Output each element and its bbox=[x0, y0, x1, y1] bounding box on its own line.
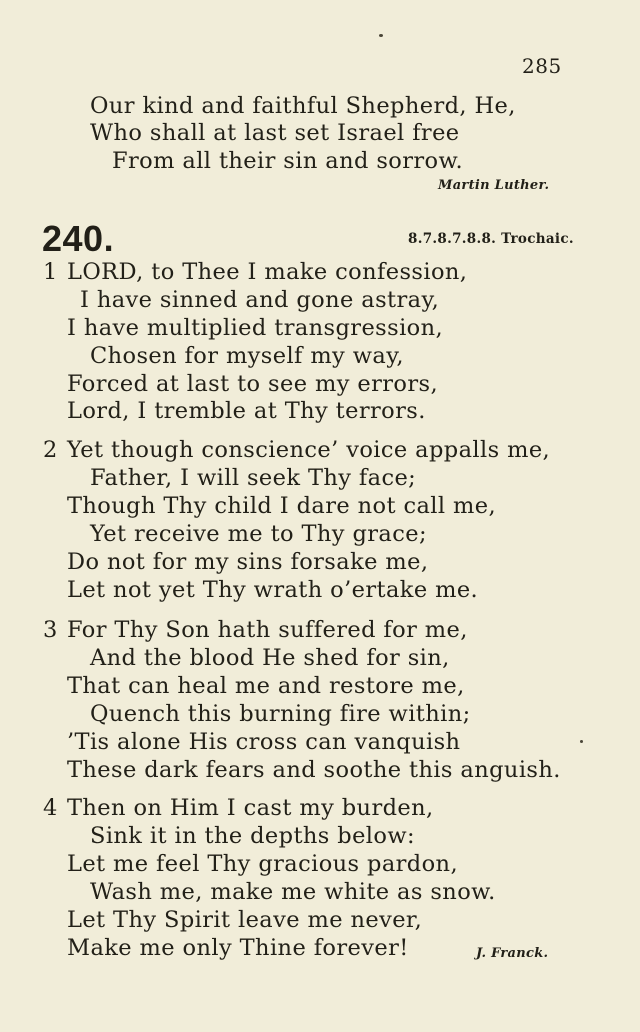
stanza-line: Chosen for myself my way, bbox=[90, 343, 404, 369]
page-number: 285 bbox=[522, 54, 562, 78]
stanza-line: Do not for my sins forsake me, bbox=[67, 549, 429, 575]
stanza-line: Yet receive me to Thy grace; bbox=[90, 521, 427, 547]
stanza-line: Wash me, make me white as snow. bbox=[90, 879, 496, 905]
print-speck bbox=[580, 740, 583, 743]
stanza-line: Though Thy child I dare not call me, bbox=[67, 493, 497, 519]
stanza-line: For Thy Son hath suffered for me, bbox=[67, 617, 468, 643]
stanza-line: These dark fears and soothe this anguish. bbox=[67, 757, 561, 783]
stanza-number: 4 bbox=[43, 795, 58, 821]
stanza-line: Yet though conscience’ voice appalls me, bbox=[67, 437, 551, 463]
stanza-line: ’Tis alone His cross can vanquish bbox=[67, 729, 461, 755]
stanza-line: Sink it in the depths below: bbox=[90, 823, 415, 849]
prev-hymn-line: From all their sin and sorrow. bbox=[112, 148, 464, 174]
stanza-line: Father, I will seek Thy face; bbox=[90, 465, 417, 491]
stanza-line: That can heal me and restore me, bbox=[67, 673, 465, 699]
prev-hymn-line: Our kind and faithful Shepherd, He, bbox=[90, 93, 516, 119]
stanza-line: Let not yet Thy wrath o’ertake me. bbox=[67, 577, 479, 603]
prev-hymn-line: Who shall at last set Israel free bbox=[90, 120, 460, 146]
stanza-number: 2 bbox=[43, 437, 58, 463]
prev-hymn-attribution: Martin Luther. bbox=[438, 178, 550, 193]
stanza-line: Then on Him I cast my burden, bbox=[67, 795, 434, 821]
stanza-line: Let me feel Thy gracious pardon, bbox=[67, 851, 458, 877]
stanza-number: 1 bbox=[43, 259, 58, 285]
stanza-line: I have multiplied transgression, bbox=[67, 315, 444, 341]
stanza-line: Make me only Thine forever! bbox=[67, 935, 409, 961]
stanza-line: Let Thy Spirit leave me never, bbox=[67, 907, 423, 933]
hymn-number: 240. bbox=[42, 218, 115, 259]
stanza-line: Lord, I tremble at Thy terrors. bbox=[67, 398, 426, 424]
stanza-line: Quench this burning fire within; bbox=[90, 701, 471, 727]
hymn-attribution: J. Franck. bbox=[476, 946, 549, 961]
stanza-line: And the blood He shed for sin, bbox=[90, 645, 450, 671]
hymn-meter: 8.7.8.7.8.8. Trochaic. bbox=[408, 231, 574, 247]
stanza-line: I have sinned and gone astray, bbox=[80, 287, 440, 313]
print-speck bbox=[379, 34, 383, 37]
stanza-line: LORD, to Thee I make confession, bbox=[67, 259, 468, 285]
stanza-number: 3 bbox=[43, 617, 58, 643]
stanza-line: Forced at last to see my errors, bbox=[67, 371, 439, 397]
